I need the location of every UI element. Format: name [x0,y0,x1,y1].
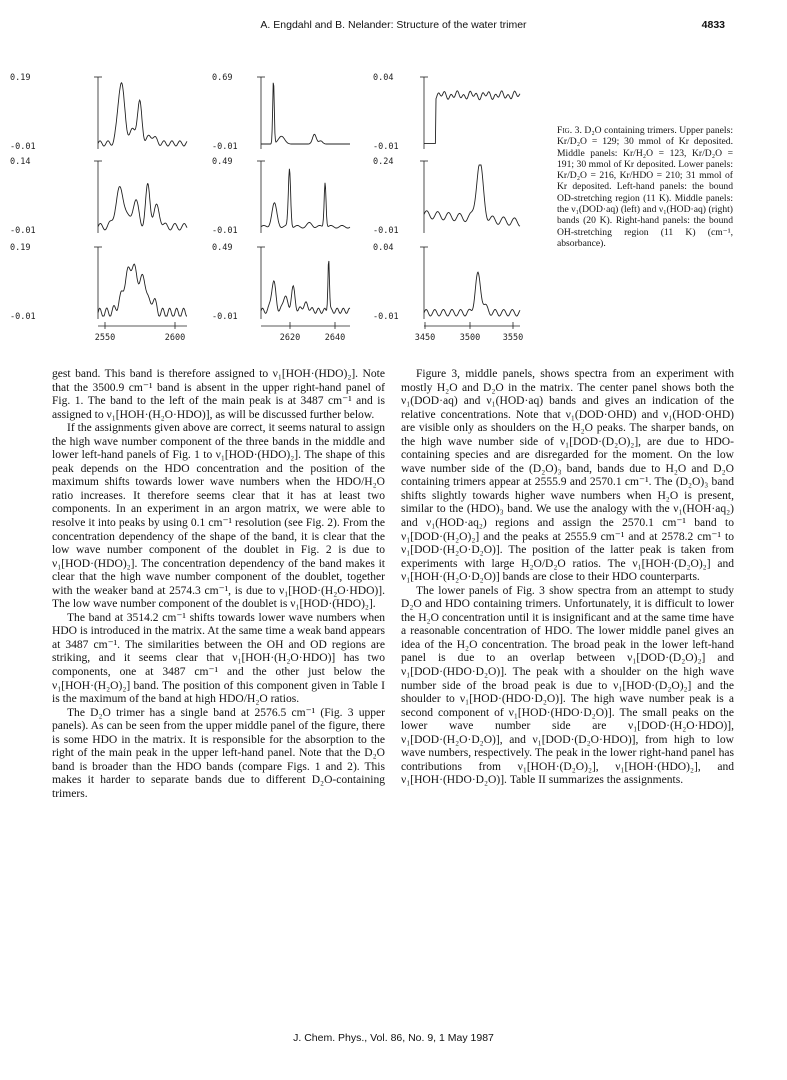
panel-ymax-label: 0.14 [10,157,31,167]
paragraph: Figure 3, middle panels, shows spectra from an experiment with mostly H₂O and D₂O in the matrix. The center panel shows both the ν₁(DOD·aq) and ν₁(HOD·aq) bands and gives an indication of the relative concentrations. Note that ν₁(DOD·OHD) and ν₁(HOD·OHD) are visible only as shoulders on the H₂O peaks. The sharper bands, on the high wave number side of ν₁[DOD·(D₂O)₂], are due to HDO-containing species and are disregarded for the moment. On the low wave number side of the (D₂O)₃ band, bands due to H₂O and D₂O containing trimers appear at 2555.9 and 2570.1 cm⁻¹. The (D₂O)₃ band shifts slightly towards higher wave numbers when H₂O is present, similar to the (HDO)₃ band. We use the analogy with the ν₁(HOH·aq₂) and ν₁(HOD·aq₂) regions and assign the 2570.1 cm⁻¹ band to ν₁[DOD·(H₂O)₂] and the peaks at 2555.9 cm⁻¹ and at 2578.2 cm⁻¹ to ν₁[DOD·(H₂O·D₂O)]. The position of the latter peak is taken from experiments with large H₂O/D₂O ratios. The ν₁[HOH·(D₂O)₂] and ν₁[HOH·(H₂O·D₂O)] bands are close to their HDO counterparts. [401,368,734,584]
paragraph: The D₂O trimer has a single band at 2576.5 cm⁻¹ (Fig. 3 upper panels). As can be seen from the upper middle panel of the figure, there is some HDO in the matrix. It is responsible for the absorption to the right of the main peak in the upper left-hand panel. Note that the D₂O band is broader than the HDO bands (compare Figs. 1 and 2). This makes it harder to separate bands due to different D₂O-containing trimers. [52,706,385,800]
spectrum-trace [424,165,520,226]
figure-caption-text: D₂O containing trimers. Upper panels: Kr/D₂O = 129; 30 mmol of Kr deposited. Middle panels: Kr/H₂O = 123, Kr/D₂O = 191; 30 mmol of Kr deposited. Lower panels: Kr/D₂O = 216, Kr/HDO = 210; 31 mmol of Kr deposited. Left-hand panels: the bound OD-stretching region (11 K). Middle panels: the ν₁(DOD·aq) (left) and ν₁(HOD·aq) (right) bands (20 K). Right-hand panels: the bound OH-stretching region (11 K) (cm⁻¹, absorbance). [557,125,733,249]
paragraph: The lower panels of Fig. 3 show spectra from an attempt to study D₂O and HDO containing trimers. Unfortunately, it is difficult to lower the H₂O concentration until it is insignificant and at the same time have a reasonable concentration of HDO. The lower middle panel gives an idea of the H₂O concentration. The broad peak in the lower left-hand panel is due to an overlap between ν₁[DOD·(D₂O)₂] and ν₁[DOD·(HDO·D₂O)]. The peak with a shoulder on the high wave number side of the broad peak is due to ν₁[HOD·(D₂O)₂] and the shoulder to ν₁[HOD·(HDO·D₂O)]. The high wave number peak is a second component of ν₁[HOD·(HDO·D₂O)]. The small peaks on the lower wave number side are ν₁[DOD·(H₂O·HDO)], ν₁[DOD·(H₂O·D₂O)], and ν₁[DOD·(D₂O·HDO)], from high to low wave numbers, respectively. The peak in the lower right-hand panel has contributions from ν₁[HOH·(D₂O)₂], ν₁[HOH·(HDO)₂], and ν₁[HOH·(HDO·D₂O)]. Table II summarizes the assignments. [401,584,734,787]
panel-ymax-label: 0.04 [373,73,394,83]
spectrum-trace [98,83,187,146]
panel-ymax-label: 0.49 [212,157,233,167]
figure-3-spectra [0,60,540,365]
panel-ymin-label: -0.01 [373,312,399,322]
panel-ymin-label: -0.01 [212,312,238,322]
x-tick-label: 2550 [94,333,116,343]
panel-ymin-label: -0.01 [373,226,399,236]
panel-ymin-label: -0.01 [10,226,36,236]
spectrum-trace [261,83,350,144]
x-tick-label: 2640 [324,333,346,343]
x-tick-label: 3450 [414,333,436,343]
spectrum-trace [98,184,187,230]
page-number: 4833 [701,19,725,31]
body-column-right [401,368,734,788]
spectrum-trace [424,91,520,143]
panel-ymin-label: -0.01 [373,142,399,152]
panel-ymax-label: 0.49 [212,243,233,253]
paragraph: The band at 3514.2 cm⁻¹ shifts towards lower wave numbers when HDO is introduced in the matrix. At the same time a weak band appears at 3487 cm⁻¹. The similarities between the OH and OD regions are striking, and it seems clear that ν₁[HOH·(H₂O·HDO)] has two components, one at 3487 cm⁻¹ and the other just below the ν₁[HOH·(H₂O)₂] band. The position of this component given in Table I is the maximum of the band at high HDO/H₂O ratios. [52,611,385,706]
journal-footer: J. Chem. Phys., Vol. 86, No. 9, 1 May 1987 [293,1032,494,1044]
figure-caption [557,125,733,249]
x-tick-label: 3500 [459,333,481,343]
panel-ymin-label: -0.01 [10,142,36,152]
x-tick-label: 2620 [279,333,301,343]
panel-ymax-label: 0.24 [373,157,394,167]
spectrum-trace [261,261,350,313]
panel-ymax-label: 0.04 [373,243,394,253]
panel-ymax-label: 0.19 [10,243,31,253]
panel-ymin-label: -0.01 [212,142,238,152]
panel-ymin-label: -0.01 [10,312,36,322]
spectrum-trace [98,264,187,316]
running-header [0,19,787,35]
x-tick-label: 3550 [502,333,524,343]
spectrum-trace [424,272,520,316]
figure-caption-label: Fig. 3. [557,125,582,136]
header-authors-title: A. Engdahl and B. Nelander: Structure of the water trimer [260,19,527,31]
body-column-left [52,368,385,802]
paragraph: gest band. This band is therefore assigned to ν₁[HOH·(HDO)₂]. Note that the 3500.9 cm⁻¹ band is absent in the upper right-hand panel of Fig. 1. The band to the left of the main peak is at 3487 cm⁻¹ and is assigned to ν₁[HOH·(H₂O·HDO)], as will be discussed further below. [52,368,385,421]
x-tick-label: 2600 [164,333,186,343]
panel-ymin-label: -0.01 [212,226,238,236]
paragraph: If the assignments given above are correct, it seems natural to assign the high wave number component of the three bands in the middle and lower left-hand panels of Fig. 1 to ν₁[HOD·(HDO)₂]. The shape of this peak depends on the HDO concentration and the position of the maximum shifts towards lower wave numbers when the HDO/H₂O ratio increases. It therefore seems clear that it has at least two components. In an experiment in an argon matrix, we were able to resolve it into peaks by using 0.1 cm⁻¹ resolution (see Fig. 2). From the concentration dependency of the shape of the band, it is clear that the low wave number component of the doublet in Fig. 2 is due to ν₁[HOD·(HDO)₂]. The concentration dependency of the band makes it clear that the high wave number component of the doublet, together with the weaker band at 2574.3 cm⁻¹, is due to ν₁[HOD·(H₂O·HDO)]. The low wave number component of the doublet is ν₁[HOD·(HDO)₂]. [52,422,385,611]
spectrum-trace [261,169,350,228]
panel-ymax-label: 0.69 [212,73,233,83]
panel-ymax-label: 0.19 [10,73,31,83]
